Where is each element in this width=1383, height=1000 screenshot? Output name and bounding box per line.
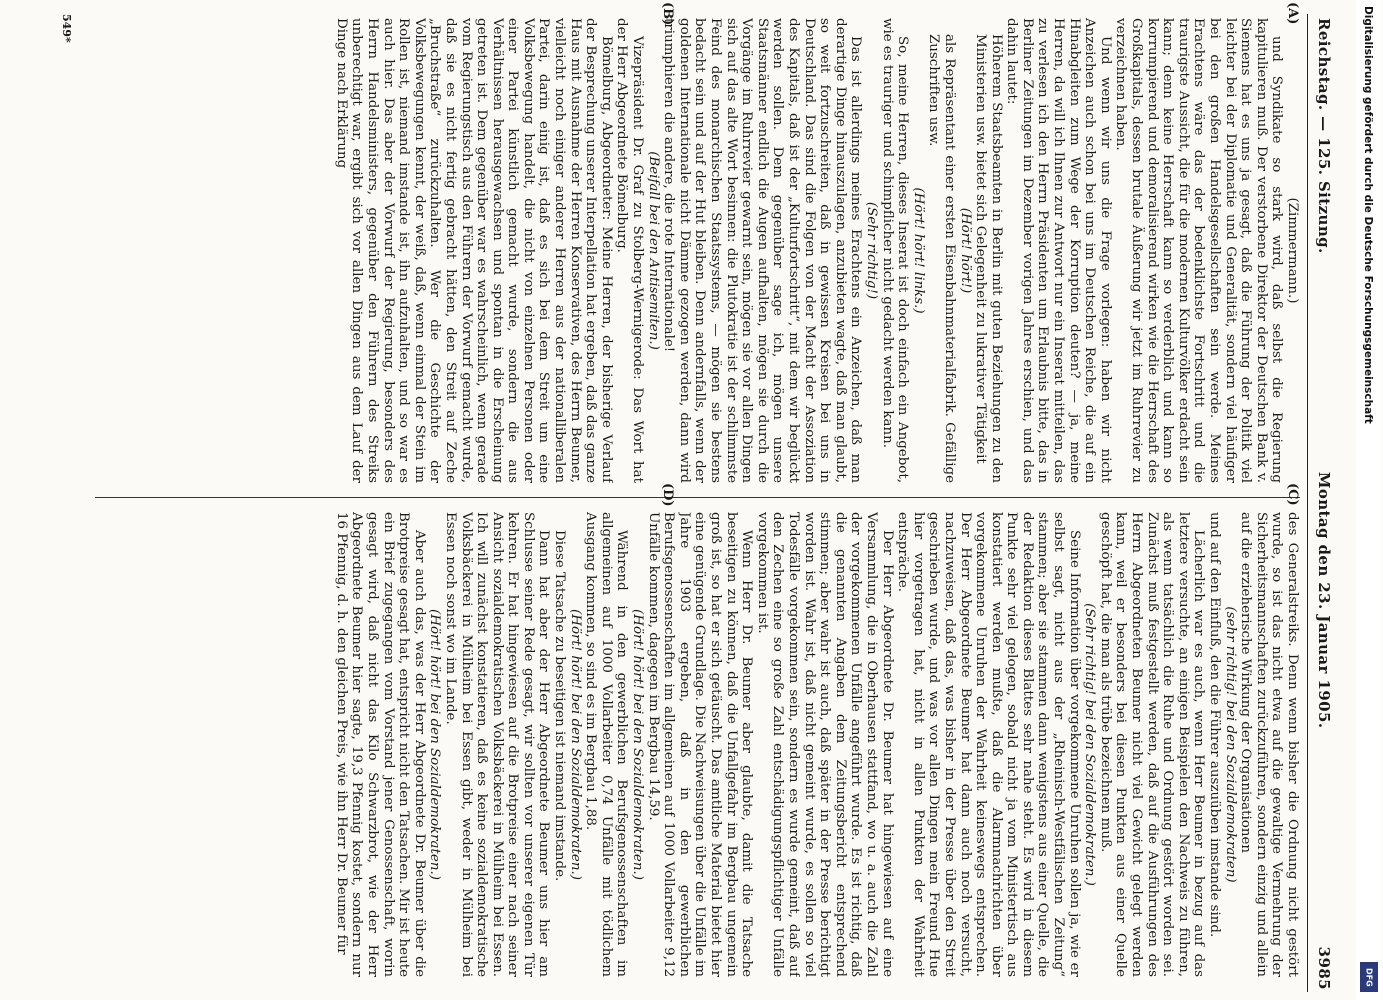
paragraph: So, meine Herren, dieses Inserat ist doch einfach ein Angebot, wie es trauriger und schimpflicher nicht gedacht werden kann.	[879, 18, 911, 483]
interjection: (Hört! hört! links.)	[910, 187, 926, 314]
page-header	[1310, 18, 1336, 990]
header-rule	[1307, 14, 1308, 992]
newspaper-sheet	[40, 0, 1340, 1000]
paragraph: und auf den Einfluß, den die Führer auszuüben imstande sind.	[1207, 512, 1223, 938]
paragraph: Bömelburg, Abgeordneter: Meine Herren, der bisherige Verlauf der Besprechung unserer Interpellation hat ergeben, daß das ganze Haus mit Ausnahme der Herren Konservativen, des Herrn Beumer, vielleicht noch einiger anderer Herren aus der nationalliberalen Partei, darin einig ist, daß es sich bei dem Streit um eine Volksbewegung handelt, die nicht von einzelnen Personen oder einer Partei künstlich gemacht wurde, sondern die aus Verhältnissen herausgewachsen und spontan in die Erscheinung getreten ist. Dem gegenüber war es wahrscheinlich, wenn gerade vom Regierungstisch aus den Führern der Vorwurf gemacht wurde, daß sie es nicht fertig gebracht hätten, den Streit auf Zeche „Bruchstraße“ zurückzuhalten. Wer die Geschichte der Volksbewegungen kennt, der weiß, daß, wenn einmal der Stein im Rollen ist, niemand imstande ist, ihn aufzuhalten, und so war es auch hier. Das aber der Vorwurf der Regierung, besonders des Herrn Handelsministers, gegenüber den Führern des Streiks unberechtigt war, ergibt sich vor allen Dingen aus dem Lauf der Dinge nach Erklärung	[333, 18, 614, 483]
paragraph: (Zimmermann.)	[1285, 197, 1300, 304]
interjection: (sehr richtig! bei den Sozialdemokraten)	[1222, 606, 1238, 883]
interjection: (Sehr richtig! bei den Sozialdemokraten.)	[1082, 603, 1098, 886]
header-date: Montag den 23. Januar 1905.	[1314, 471, 1333, 729]
interjection: (Hört! hört! bei den Sozialdemokraten.)	[427, 609, 443, 880]
paragraph: Lächerlich war es auch, wenn Herr Beumer in bezug auf das letztere versuchte, an einigen Beispielen den Nachweis zu führen, als wenn tatsächlich die Ruhe und Ordnung gestört worden sei. Zunächst muß festgestellt werden, daß auf die Ausführungen des Herrn Abgeordneten Beumer nicht viel Gewicht gelegt werden kann, weil er besonders bei diesen Punkten aus einer Quelle geschöpft hat, die man als trübe bezeichnen muß.	[1097, 512, 1207, 977]
paragraph: und Syndikate so stark wird, daß selbst die Regierung kapitulieren muß. Der verstorbene Direktor der Deutschen Bank v. Siemens hat es uns ja gesagt, daß die Führung der Politik viel leichter bei der Diplomatie und Generalität, sondern viel häufiger bei den großen Handelsgesellschaften sein werde. Meines Erachtens wäre das der bedenklichste Fortschritt und die traurigste Aussicht, die für die modernen Kulturvölker erdacht sein kann; denn keine Herrschaft kann so verderblich und kann so korrumpierend und demoralisierend wirken wie die Herrschaft des Großkapitals, dessen brutale Äußerung wir jetzt im Ruhrrevier zu verzeichnen haben.	[1113, 18, 1285, 483]
margin-marker-a: (A)	[1285, 2, 1300, 25]
dfg-logo: DFG	[1360, 962, 1378, 992]
paragraph: Das ist allerdings meines Erachtens ein Anzeichen, daß man derartige Dinge hinauszulagen, anzubieten wagte, daß man glaubt, so weit fortzuschreiten, daß in gewissen Kreisen bei uns in Deutschland. Das sind die Folgen von der Macht der Assoziation des Kapitals, daß ist der „Kulturfortschritt“, mit dem wir beglückt werden sollen. Dem gegenüber sage ich, mögen unsere Staatsmänner endlich die Augen aufhalten, mögen sie durch die Vorgänge im Ruhrrevier gewarnt sein, mögen sie vor allen Dingen sich auf das alte Wort besinnen: die Plutokratie ist der schlimmste Feind des monarchischen Staatssystems, — mögen sie bestens bedacht sein und auf der Hut bleiben. Denn andernfalls, wenn der goldenen Internationale nicht Dämme gezogen werden, dann wird triumphieren die andere, die rote Internationale!	[661, 18, 864, 483]
paragraph: Seine Information über vorgekommene Unruhen sollen ja, wie er selbst sagt, nicht aus der „Rheinisch-Westfälischen Zeitung“ stammen; aber sie stammen dann wenigstens aus einer Quelle, die der Redaktion dieses Blattes sehr nahe steht. Es wird in diesem Punkte sehr viel gelogen, sobald nicht ja vom Ministertisch aus konstatiert werden mußte, daß die Alarmnachrichten über vorgekommene Unruhen der Wahrheit keineswegs entsprechen. Der Herr Abgeordnete Beumer hat dann auch noch versucht, nachzuweisen, daß das, was bisher in der Presse über den Streit geschrieben wurde, und was vor allen Dingen mein Freund Hue hier vorgetragen hat, nicht in allen Punkten der Wahrheit entspräche.	[895, 512, 1082, 977]
page-number: 3985	[1314, 946, 1333, 990]
column-divider	[95, 497, 1300, 498]
paragraph: Höherem Staatsbeamten in Berlin mit guten Beziehungen zu den Ministerien usw. bietet sich Gelegenheit zu lukrativer Tätigkeit	[973, 34, 1004, 483]
paragraph: Diese Tatsache zu beseitigen ist niemand imstande.	[552, 530, 568, 882]
interjection: (Hört! hört! bei den Sozialdemokraten.)	[630, 609, 646, 880]
interjection: (Sehr richtig!)	[863, 201, 879, 300]
paragraph: Wenn Herr Dr. Beumer aber glaubte, damit die Tatsache beseitigen zu können, daß die Unfallgefahr im Bergbau ungemein groß ist, so hat er sich getäuscht. Das amtliche Material bietet hier eine genügende Grundlage. Die Nachweisungen über die Unfälle im Jahre 1903 ergeben, daß in den gewerblichen Berufsgenossenschaften im allgemeinen auf 1000 Vollarbeiter 9,12 Unfälle kommen, dagegen im Bergbau 14,59.	[645, 512, 755, 977]
paragraph: Während in den gewerblichen Berufsgenossenschaften im allgemeinen auf 1000 Vollarbeiter 0,74 Unfälle mit tödlichem Ausgang kommen, so sind es im Bergbau 1,88.	[583, 512, 630, 977]
digitization-note: Digitalisierung gefördert durch die Deutsche Forschungsgemeinschaft	[1362, 6, 1374, 424]
left-column	[95, 18, 1300, 483]
paragraph: Aber auch das, was der Herr Abgeordnete Dr. Beumer über die Brotpreise gesagt hat, entspricht nicht den Tatsachen. Mir ist heute ein Brief zugegangen vom Vorstand jener Genossenschaft, worin gesagt wird, daß nicht das Kilo Schwarzbrot, wie der Herr Abgeordnete Beumer hier sagte, 19,3 Pfennig kostet, sondern nur 16 Pfennig, d. h. den gleichen Preis, wie ihn Herr Dr. Beumer für	[333, 512, 427, 977]
paragraph: Und wenn wir uns die Frage vorlegen: haben wir nicht Anzeichen auch schon bei uns im Deutschen Reiche, die auf ein Hinabgleiten zum Wege der Korruption deuten? — ja, meine Herren, da will ich Ihnen zur Antwort nur ein Inserat mitteilen, das zu verlesen ich den Herrn Präsidenten um Erlaubnis bitte, das in Berliner Zeitungen im Dezember vorigen Jahres erschien, und das dahin lautet:	[1004, 18, 1113, 483]
paragraph: Vizepräsident Dr. Graf zu Stolberg-Wernigerode: Das Wort hat der Herr Abgeordnete Bömelburg.	[614, 18, 646, 483]
right-column	[95, 512, 1300, 977]
interjection: (Beifall bei den Antisemiten.)	[645, 151, 661, 350]
margin-marker-d: (D)	[660, 483, 675, 507]
margin-marker-b: (B)	[660, 2, 675, 26]
page-footer: 549*	[59, 14, 73, 43]
header-left: Reichstag. — 125. Sitzung.	[1314, 18, 1333, 254]
paragraph: als Repräsentant einer ersten Eisenbahnmaterialfabrik. Gefällige Zuschriften usw.	[926, 34, 957, 483]
interjection: (Hört! hört! bei den Sozialdemokraten.)	[567, 609, 583, 880]
interjection: (Hört! hört!)	[957, 207, 973, 294]
paragraph: des Generalstreiks. Denn wenn bisher die Ordnung nicht gestört wurde, so ist das nicht etwa auf die gewaltige Vermehrung der Sicherheitsmannschaften zurückzuführen, sondern einzig und allein auf die erzieherische Wirkung der Organisationen	[1238, 512, 1300, 977]
paragraph: Der Herr Abgeordnete Dr. Beumer hat hingewiesen auf eine Versammlung, die in Oberhausen stattfand, wo u. a. auch die Zahl der vorgekommenen Unfälle angeführt wurde. Es ist richtig, daß die genannten Angaben dem Zeitungsbericht entsprechend stimmen; aber wahr ist auch, daß später in der Presse berichtigt worden ist. Wahr ist, daß nicht gemeint wurde, es sollen so viel Todesfälle vorgekommen sein, sondern es wurde gemeint, daß auf den Zechen eine so große Zahl entschädigungspflichtiger Unfälle vorgekommen ist.	[754, 512, 895, 977]
margin-marker-c: (C)	[1285, 483, 1300, 506]
paragraph: Dann hat aber der Herr Abgeordnete Beumer uns hier am Schlusse seiner Rede gesagt, wir sollten vor unserer eigenen Tür kehren. Er hat hingewiesen auf die Brotpreise einer nach seiner Ansicht sozialdemokratischen Volksbäckerei in Mülheim bei Essen. Ich will zunächst konstatieren, daß es keine sozialdemokratische Volksbäckerei in Mülheim bei Essen gibt, weder in Mülheim bei Essen noch sonst wo im Lande.	[442, 512, 552, 977]
